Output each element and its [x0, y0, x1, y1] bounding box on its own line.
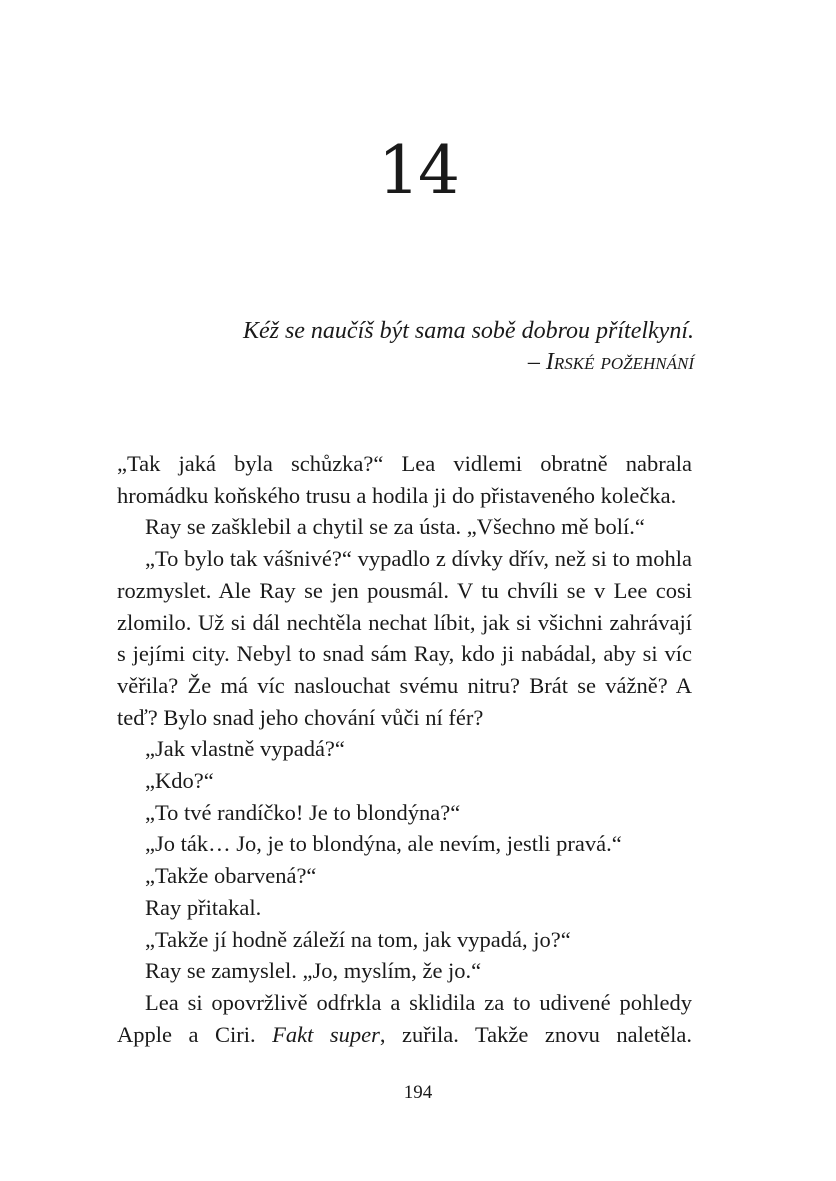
paragraph: Ray se zamyslel. „Jo, myslím, že jo.“ — [145, 958, 482, 984]
epigraph-dash: – — [527, 349, 546, 375]
paragraph: „To tvé randíčko! Je to blondýna?“ — [145, 799, 461, 825]
paragraph-text: , zuřila. Takže znovu naletěla. — [379, 1021, 692, 1047]
epigraph — [243, 316, 694, 378]
paragraph — [117, 987, 692, 1050]
chapter-number: 14 — [378, 132, 458, 209]
epigraph-source-name: Irské požehnání — [545, 349, 694, 375]
epigraph-quote: Kéž se naučíš být sama sobě dobrou přítelkyní. — [242, 318, 694, 344]
paragraph: „Tak jaká byla schůzka?“ Lea vidlemi obratně nabrala hromádku koňského trusu a hodila ji do přistaveného kolečka. — [117, 451, 692, 508]
paragraph: „Takže jí hodně záleží na tom, jak vypadá, jo?“ — [145, 926, 571, 952]
paragraph: „To bylo tak vášnivé?“ vypadlo z dívky dřív, než si to mohla rozmyslet. Ale Ray se jen pousmál. V tu chvíli se v Lee cosi zlomilo. Už si dál nechtěla nechat líbit, jak si všichni zahrávají s jejími city. Nebyl to snad sám Ray, kdo ji nabádal, aby si víc věřila? Že má víc naslouchat svému nitru? Brát se vážně? A teď? Bylo snad jeho chování vůči ní fér? — [117, 546, 692, 730]
paragraph: Ray se zašklebil a chytil se za ústa. „Všechno mě bolí.“ — [145, 514, 645, 540]
paragraph: „Takže obarvená?“ — [145, 863, 317, 889]
paragraph: Ray přitakal. — [145, 894, 262, 920]
paragraph: „Jo ták… Jo, je to blondýna, ale nevím, jestli pravá.“ — [145, 831, 622, 857]
epigraph-source — [243, 347, 694, 378]
page-number: 194 — [403, 1082, 433, 1103]
paragraph: „Jak vlastně vypadá?“ — [145, 736, 345, 762]
chapter-body — [117, 448, 692, 1050]
paragraph-emphasis: Fakt super — [272, 1021, 380, 1047]
paragraph-text: Lea si opovržlivě odfrkla a sklidila za to udivené pohledy Apple a Ciri. — [117, 989, 692, 1047]
paragraph: „Kdo?“ — [145, 768, 214, 794]
